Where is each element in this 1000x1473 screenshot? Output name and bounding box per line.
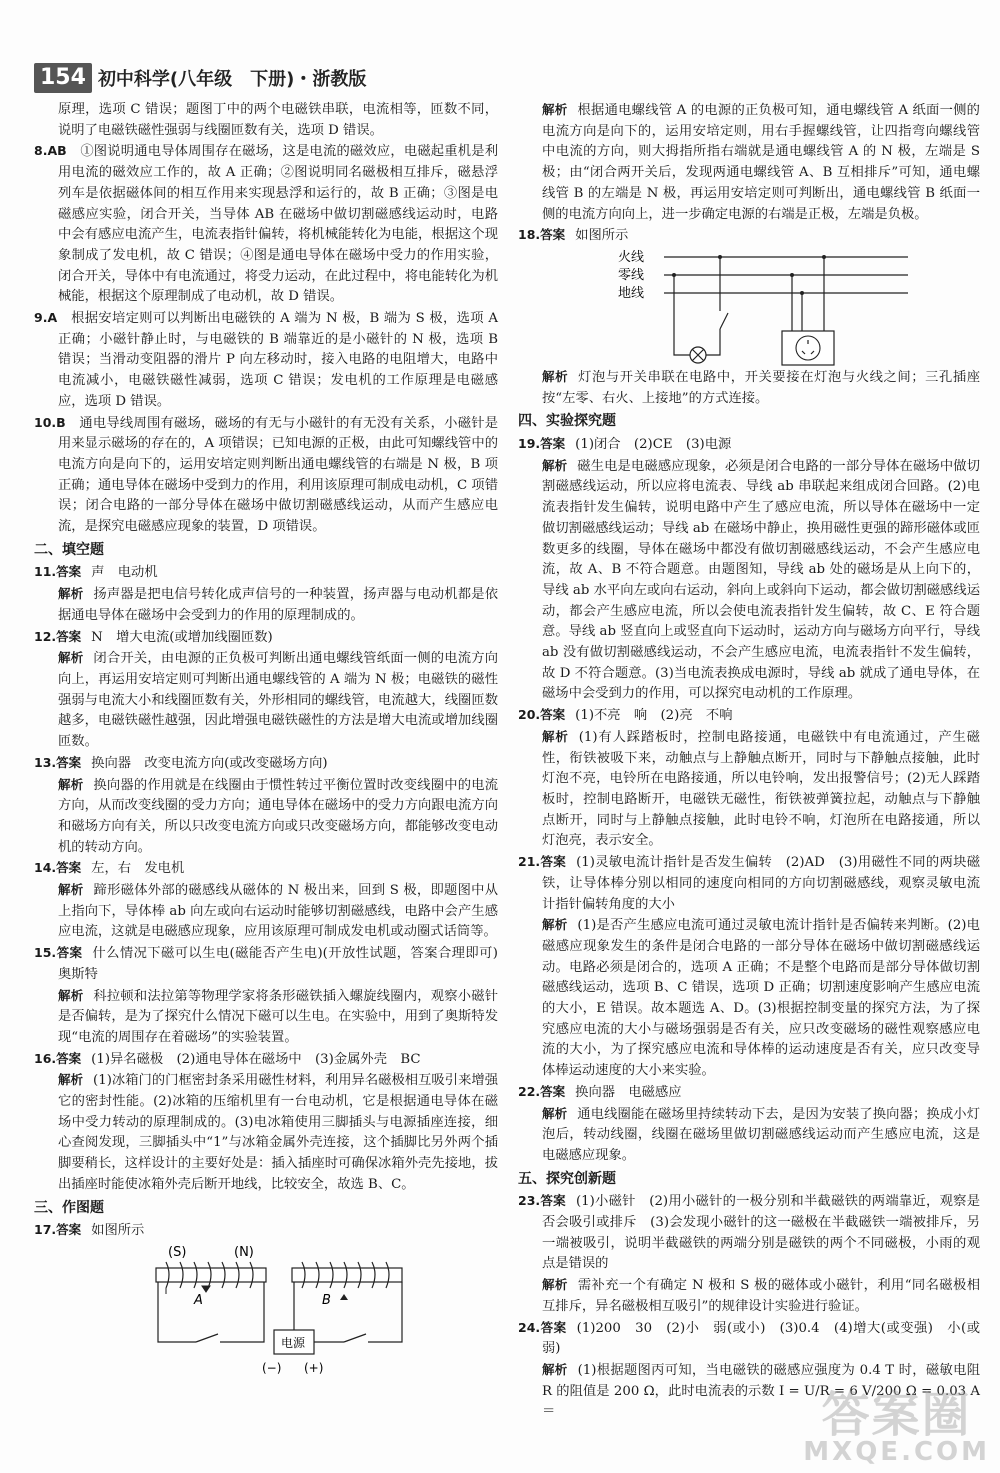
analysis-text: (1)有人踩踏板时，控制电路接通，电磁铁中有电流通过，产生磁性，衔铁被吸下来，动触点与上静触点断开，同时与下静触点接触，此时灯泡不亮，电铃所在电路接通，所以电铃响，发出报警信号；(2)无人踩踏板时，控制电路断开，电磁铁无磁性，衔铁被弹簧拉起，动触点与下静触点断开，同时与上静触点接触，此时电铃不响，灯泡所在电路接通，所以灯泡亮，表示安全。 — [542, 729, 980, 849]
answer-label: 答案 — [540, 1083, 566, 1099]
analysis-text: 科拉顿和法拉第等物理学家将条形磁铁插入螺旋线圈内，观察小磁针是否偏转，是为了探究什么情况下磁可以生电。在实验中，用到了奥斯特发现“电流的周围存在着磁场”的实验装置。 — [58, 988, 498, 1045]
section-heading: 三、作图题 — [34, 1199, 104, 1216]
question-number: 20. — [518, 707, 541, 723]
question-number: 13. — [34, 754, 57, 770]
analysis-label: 解析 — [58, 776, 84, 792]
analysis-label: 解析 — [542, 457, 568, 473]
analysis-text: 换向器的作用就是在线圈由于惯性转过平衡位置时改变线圈中的电流方向，从而改变线圈的受力方向；通电导体在磁场中的受力方向跟电流方向和磁场方向有关，所以只改变电流方向或只改变磁场方向，都能够改变电动机的转动方向。 — [58, 777, 498, 855]
live-wire-label: 火线 — [618, 249, 645, 265]
analysis-label: 解析 — [542, 1277, 568, 1293]
question-number: 15. — [34, 945, 57, 961]
answer-16 — [34, 1049, 498, 1071]
left-column — [34, 100, 512, 1377]
answer-14 — [34, 858, 498, 880]
answer-label: 答案 — [56, 860, 82, 876]
answer-text: (1)灵敏电流计指针是否发生偏转 (2)AD (3)用磁性不同的两块磁铁，让导体棒分别以相同的速度向相同的方向切割磁感线，观察灵敏电流计指针偏转角度的大小 — [542, 855, 980, 912]
s-pole-label: (S) — [168, 1244, 187, 1260]
analysis-text: 需补充一个有确定 N 极和 S 极的磁体或小磁针，利用“同名磁极相互排斥，异名磁极相互吸引”的规律设计实验进行验证。 — [542, 1278, 980, 1314]
analysis-label: 解析 — [542, 728, 569, 744]
junction-dot — [800, 291, 804, 295]
question-number: 8.AB — [34, 143, 67, 159]
answer-text: 换向器 改变电流方向(或改变磁场方向) — [91, 755, 328, 771]
page-header — [34, 62, 366, 94]
switch-1 — [196, 1334, 218, 1342]
junction-dot — [822, 255, 826, 259]
solenoid-b-label: B — [322, 1292, 331, 1308]
answer-label: 答案 — [540, 707, 566, 723]
answer-24 — [518, 1318, 980, 1360]
question-number: 24. — [518, 1319, 541, 1335]
question-number: 9.A — [34, 310, 58, 326]
answer-text: 左，右 发电机 — [91, 861, 185, 877]
question-number: 10.B — [34, 414, 66, 430]
lamp-switch — [720, 313, 728, 329]
answer-label: 答案 — [56, 628, 82, 644]
answer-label: 答案 — [540, 436, 566, 452]
analysis-label: 解析 — [542, 102, 568, 117]
analysis-text: (1)是否产生感应电流可通过灵敏电流计指针是否偏转来判断。(2)电磁感应现象发生的条件是闭合电路的一部分导体在磁场中做切割磁感线运动。电路必须是闭合的，选项 A 正确；不是整个电路而是部分导体做切割磁感线运动，选项 B、C 错误，选项 D 正确；切割速度影响产生感应电流的大小，E 错误。故本题选 A、D。(3)根据控制变量的探究方法，为了探究感应电流的大小与磁场强弱是否有关，应只改变磁场的磁性观察感应电流的大小，为了探究感应电流和导体棒的运动速度是否有关，应只改变导体棒运动速度的大小来实验。 — [542, 918, 980, 1079]
question-text: ①图说明通电导体周围存在磁场，这是电流的磁效应，电磁起重机是利用电流的磁效应工作的，故 A 正确；②图说明同名磁极相互排斥，磁悬浮列车是依据磁体间的相互作用来实现悬浮和运行的，故 B 正确；③图是电磁感应实验，闭合开关，当导体 AB 在磁场中做切割磁感线运动时，电路中会有感应电流产生，电流表指针偏转，将机械能转化为电能，根据这个现象制成了发电机，故 C 错误；④图是通电导体在磁场中受力的作用实验，闭合开关，导体中有电流通过，将受力运动，在此过程中，将电能转化为机械能，根据这个原理制成了电动机，故 D 错误。 — [58, 144, 499, 305]
answer-label: 答案 — [540, 1193, 566, 1209]
question-number: 23. — [518, 1193, 541, 1209]
watermark-logo-text: 答案圈 — [821, 1387, 972, 1443]
lamp-neutral-wire — [674, 275, 690, 355]
analysis-text: 扬声器是把电信号转化成声信号的一种装置，扬声器与电动机都是依据通电导体在磁场中会受到力的作用的原理制成的。 — [58, 587, 498, 623]
answer-text: N 增大电流(或增加线圈匝数) — [91, 629, 273, 645]
junction-dot — [718, 255, 722, 259]
switch-2 — [344, 1334, 366, 1342]
question-number: 11. — [34, 564, 57, 580]
wire-right-2 — [368, 1282, 402, 1342]
answer-label: 答案 — [540, 854, 567, 870]
minus-label: (−) — [262, 1360, 282, 1375]
wire-left — [158, 1282, 196, 1342]
answer-label: 答案 — [56, 945, 83, 961]
question-number: 19. — [518, 436, 541, 452]
question-10 — [34, 413, 498, 538]
question-number: 14. — [34, 860, 57, 876]
analysis-text: 磁生电是电磁感应现象，必须是闭合电路的一部分导体在磁场中做切割磁感线运动，所以应将电流表、导线 ab 串联起来组成闭合回路。(2)电流表指针发生偏转，说明电路中产生了感应电流，所以导体在磁场中一定做切割磁感线运动；导线 ab 在磁场中静止，换用磁性更强的蹄形磁体或匝数更多的线圈，导体在磁场中都没有做切割磁感线运动，不会产生感应电流，故 A、B 不符合题意。由题图知，导线 ab 处的磁场是从上向下的，导线 ab 水平向左或向右运动，斜向上或斜向下运动，都会做切割磁感线运动，都会产生感应电流，所以会使电流表指针发生偏转，故 C、E 符合题意。导线 ab 竖直向上或竖直向下运动时，运动方向与磁场方向平行，导线 ab 没有做切割磁感线运动，不会产生感应电流，电流表指针不发生偏转，故 D 不符合题意。(3)当电流表换成电源时，导线 ab 就成了通电导体，在磁场中会受到力的作用，可以探究电动机的工作原理。 — [542, 458, 980, 702]
answer-text: 声 电动机 — [91, 565, 158, 581]
question-9 — [34, 308, 498, 413]
answer-label: 答案 — [56, 754, 82, 770]
answer-text: (1)200 30 (2)小 弱(或小) (3)0.4 (4)增大(或变强) 小(或弱) — [542, 1320, 980, 1357]
answer-text: (1)不亮 响 (2)亮 不响 — [575, 708, 733, 724]
question-text: 根据安培定则可以判断出电磁铁的 A 端为 N 极，B 端为 S 极，选项 A 正确；小磁针静止时，与电磁铁的 B 端靠近的是小磁针的 N 极，选项 B 错误；当滑动变阻器的滑片 P 向左移动时，接入电路的电阻增大，电路中电流减小，电磁铁磁性减弱，选项 C 错误；发电机的工作原理是电磁感应，选项 D 错误。 — [58, 311, 498, 409]
section-heading: 二、填空题 — [34, 541, 104, 558]
continuation-text: 原理，选项 C 错误；题图丁中的两个电磁铁串联，电流相等，匝数不同，说明了电磁铁磁性强弱与线圈匝数有关，选项 D 错误。 — [58, 102, 498, 138]
analysis-16 — [34, 1070, 498, 1195]
analysis-20 — [518, 727, 980, 852]
analysis-19 — [518, 456, 980, 705]
watermark — [803, 1387, 990, 1467]
analysis-14 — [34, 880, 498, 943]
page-number: 154 — [34, 63, 92, 93]
analysis-text: (1)冰箱门的门框密封条采用磁性材料，利用异名磁极相互吸引来增强它的密封性能。(2)冰箱的压缩机里有一台电动机，它是根据通电导体在磁场中受力转动的原理制成的。(3)电冰箱使用三脚插头与电源插座连接，细心查阅发现，三脚插头中“1”与冰箱金属外壳连接，这个插脚比另外两个插脚要稍长，这样设计的主要好处是：插入插座时可确保冰箱外壳先接地，拔出插座时能使冰箱外壳后断开地线，比较安全，故选 B、C。 — [58, 1073, 498, 1192]
answer-12 — [34, 627, 498, 649]
answer-20 — [518, 705, 980, 727]
answer-text: (1)异名磁极 (2)通电导体在磁场中 (3)金属外壳 BC — [91, 1051, 421, 1067]
analysis-text: 灯泡与开关串联在电路中，开关要接在灯泡与火线之间；三孔插座按“左零、右火、上接地”的方式连接。 — [542, 369, 980, 406]
neutral-wire-label: 零线 — [618, 267, 645, 283]
analysis-text: 根据通电螺线管 A 的电源的正负极可知，通电螺线管 A 纸面一侧的电流方向是向下的，运用安培定则，用右手握螺线管，让四指弯向螺线管中电流的方向，则大拇指所指右端就是通电螺线管 A 的 N 极，左端是 S 极；由“闭合两开关后，发现两通电螺线管 A、B 互相排斥”可知，通电螺线管 B 的左端是 N 极，再运用安培定则可判断出，通电螺线管 B 纸面一侧的电流方向向上，进一步确定电源的右端是正极，左端是负极。 — [542, 103, 980, 222]
answer-15 — [34, 943, 512, 985]
answer-text: (1)闭合 (2)CE (3)电源 — [575, 437, 732, 453]
answer-18 — [518, 225, 980, 247]
question-number: 18. — [518, 227, 541, 243]
answer-label: 答案 — [540, 1319, 567, 1335]
question-number: 21. — [518, 854, 541, 870]
question-8 — [34, 141, 498, 308]
analysis-label: 解析 — [58, 882, 84, 898]
section-heading: 五、探究创新题 — [518, 1170, 616, 1187]
answer-11 — [34, 562, 498, 584]
watermark-url: MXQE.COM — [803, 1437, 990, 1467]
analysis-12 — [34, 648, 498, 753]
answer-text: 什么情况下磁可以生电(磁能否产生电)(开放性试题，答案合理即可) 奥斯特 — [58, 946, 512, 982]
answer-22 — [518, 1082, 980, 1104]
current-arrow-b — [340, 1294, 348, 1300]
analysis-label: 解析 — [542, 1361, 568, 1377]
plus-label: (+) — [304, 1360, 324, 1375]
question-number: 12. — [34, 628, 57, 644]
analysis-11 — [34, 584, 498, 626]
junction-dot — [790, 273, 794, 277]
analysis-13 — [34, 775, 498, 859]
answer-label: 答案 — [540, 227, 566, 243]
power-source-label: 电源 — [281, 1335, 306, 1350]
analysis-label: 解析 — [58, 650, 84, 666]
answer-23 — [518, 1191, 980, 1275]
analysis-label: 解析 — [58, 1072, 84, 1088]
answer-21 — [518, 852, 980, 915]
answer-text: 换向器 电磁感应 — [575, 1084, 682, 1100]
answer-19 — [518, 434, 980, 456]
answer-text: (1)小磁针 (2)用小磁针的一极分别和半截磁铁的两端靠近，观察是否会吸引或排斥 (3)会发现小磁针的这一磁极在半截磁铁一端被排斥，另一端被吸引，说明半截磁铁的两端分别是磁铁的两个不同磁极，小雨的观点是错误的 — [542, 1194, 980, 1272]
analysis-17 — [518, 100, 980, 225]
answer-text: 如图所示 — [575, 228, 629, 244]
ground-wire-label: 地线 — [618, 285, 645, 301]
book-title: 初中科学(八年级 下册)・浙教版 — [97, 69, 367, 90]
lamp-switch-wire — [706, 329, 720, 355]
answer-text: 如图所示 — [91, 1223, 145, 1239]
answer-13 — [34, 753, 498, 775]
analysis-text: 蹄形磁体外部的磁感线从磁体的 N 极出来，回到 S 极，即题图中从上指向下，导体棒 ab 向左或向右运动时能够切割磁感线，电路中会产生感应电流，这就是电磁感应现象，应用该原理可制成发电机或动圈式话筒等。 — [58, 883, 498, 940]
analysis-text: 通电线圈能在磁场里持续转动下去，是因为安装了换向器；换成小灯泡后，转动线圈，线圈在磁场里做切割磁感线运动而产生感应电流，这是电磁感应现象。 — [542, 1106, 980, 1163]
solenoid-a-label: A — [194, 1292, 203, 1308]
analysis-21 — [518, 915, 980, 1082]
question-number: 22. — [518, 1083, 541, 1099]
section-heading: 四、实验探究题 — [518, 413, 616, 430]
question-text: 通电导线周围有磁场，磁场的有无与小磁针的有无没有关系，小磁针是用来显示磁场的存在的，A 项错误；已知电源的正极，由此可知螺线管中的电流方向是向下的，运用安培定则判断出通电螺线管的右端是 N 极，B 项正确；通电导体在磁场中受到力的作用，利用该原理可制成电动机，C 项错误；闭合电路的一部分导体在磁场中做切割磁感线运动，从而产生感应电流，是探究电磁感应现象的装置，D 项错误。 — [58, 415, 499, 535]
analysis-15 — [34, 986, 498, 1049]
analysis-label: 解析 — [58, 987, 84, 1003]
analysis-label: 解析 — [542, 917, 568, 933]
wire-mid-left — [220, 1282, 264, 1342]
analysis-18 — [518, 367, 980, 409]
answer-label: 答案 — [56, 1050, 82, 1066]
answer-label: 答案 — [56, 1222, 82, 1238]
answer-17 — [34, 1220, 498, 1242]
analysis-22 — [518, 1104, 980, 1167]
answer-label: 答案 — [56, 564, 82, 580]
household-circuit-figure — [618, 247, 918, 367]
analysis-text: 闭合开关，由电源的正负极可判断出通电螺线管纸面一侧的电流方向向上，再运用安培定则可判断出通电螺线管的 A 端为 N 极；电磁铁的磁性强弱与电流大小和线圈匝数有关，外形相同的螺线管，电流越大，线圈匝数越多，电磁铁磁性越强，因此增强电磁铁磁性的方法是增大电流或增加线圈匝数。 — [58, 651, 498, 750]
analysis-text: (1)根据题图丙可知，当电磁铁的磁感应强度为 0.4 T 时，磁敏电阻 R 的阻值是 200 Ω，此时电流表的示数 I = U/R = 6 V/200 Ω = 0.03 A＝ — [542, 1362, 980, 1420]
current-arrow-a — [166, 1286, 210, 1294]
junction-dot — [672, 273, 676, 277]
analysis-label: 解析 — [542, 368, 569, 384]
analysis-label: 解析 — [58, 586, 84, 602]
right-column — [518, 100, 980, 1423]
solenoid-circuit-figure — [144, 1242, 444, 1377]
analysis-label: 解析 — [542, 1105, 568, 1121]
analysis-23 — [518, 1275, 980, 1317]
question-number: 17. — [34, 1222, 57, 1238]
n-pole-label: (N) — [234, 1244, 254, 1260]
question-number: 16. — [34, 1050, 57, 1066]
